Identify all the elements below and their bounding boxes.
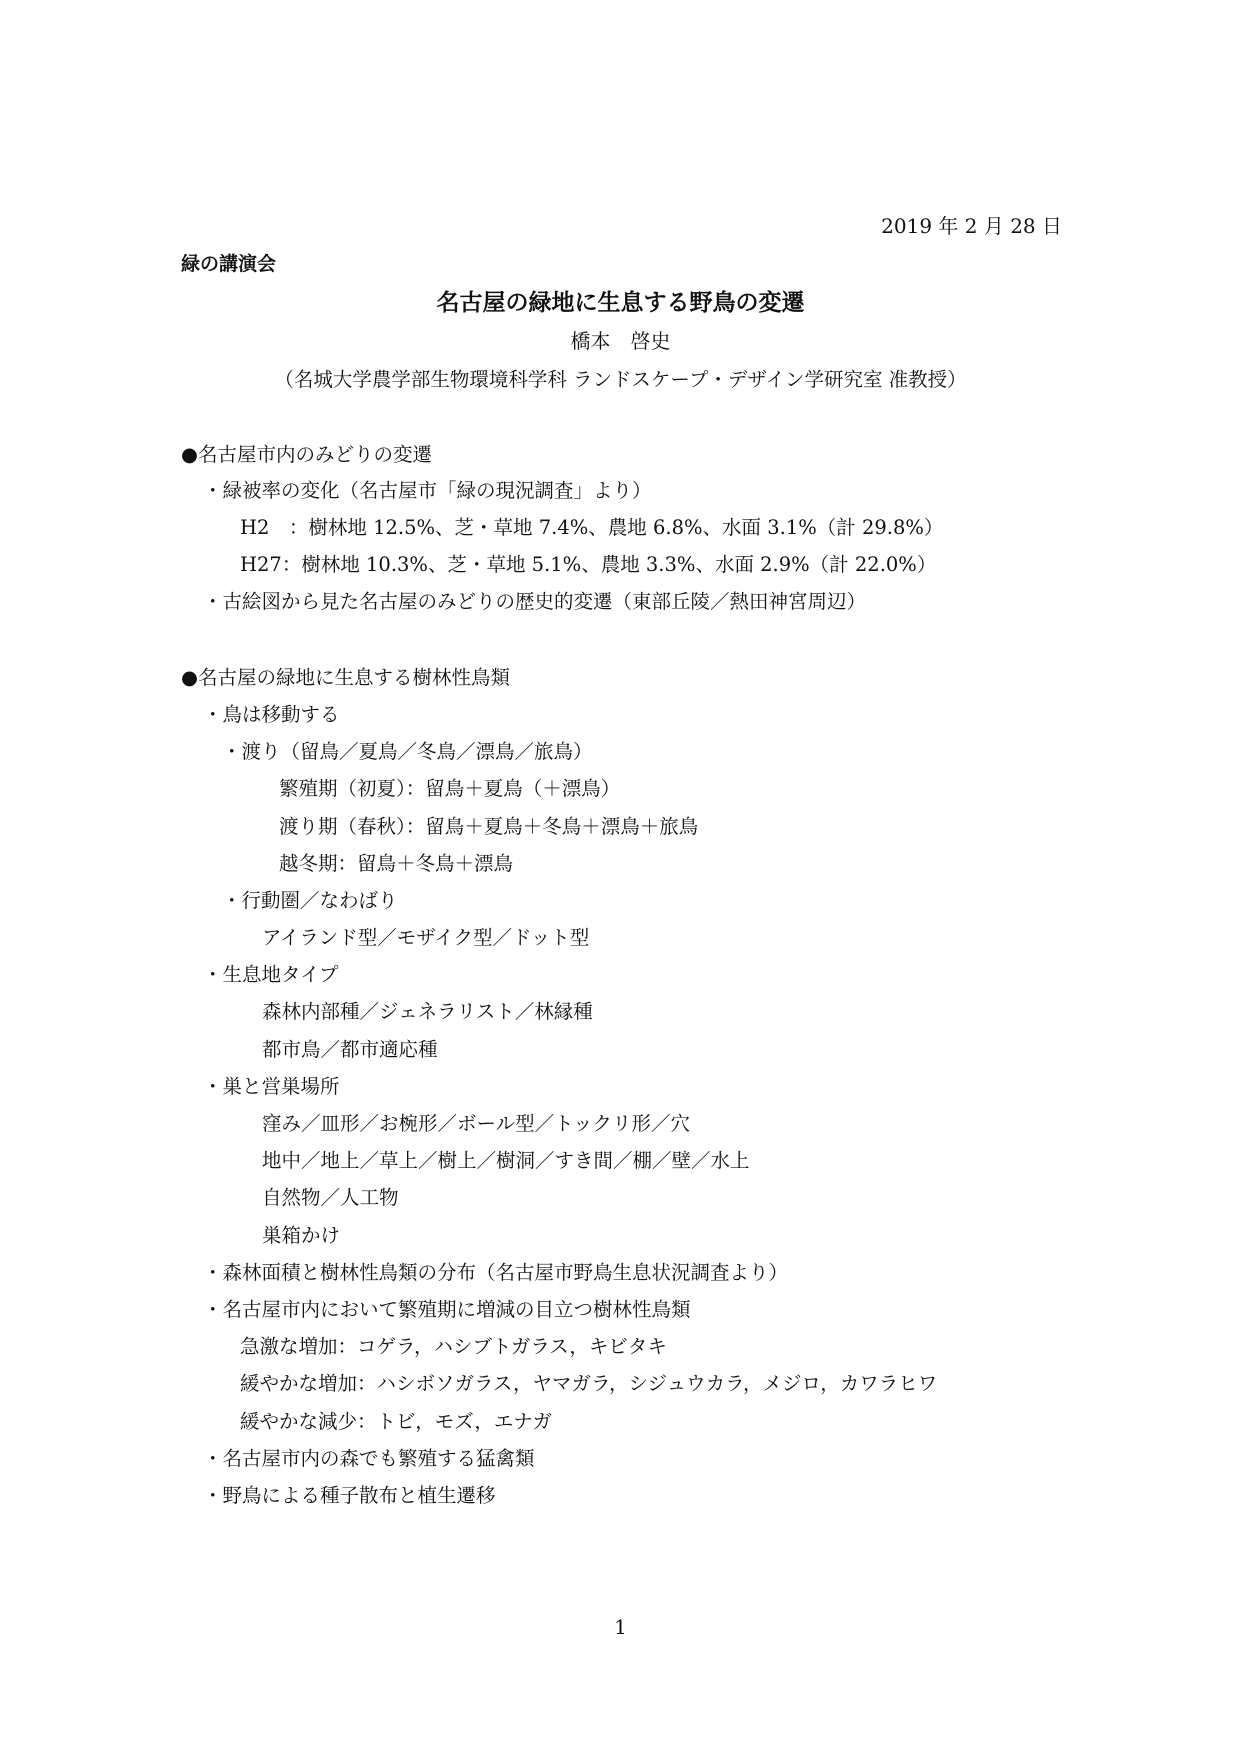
- list-item: ・森林面積と樹林性鳥類の分布（名古屋市野鳥生息状況調査より）: [203, 1261, 789, 1284]
- document-title: 名古屋の緑地に生息する野鳥の変遷: [436, 290, 805, 316]
- list-item: H2 ：樹林地 12.5%、芝・草地 7.4%、農地 6.8%、水面 3.1%（計 29.8%）: [240, 516, 944, 539]
- list-item: 緩やかな減少：トビ，モズ，エナガ: [240, 1410, 553, 1433]
- list-item: 巣箱かけ: [262, 1224, 341, 1247]
- event-name: 緑の講演会: [181, 253, 277, 275]
- list-item: 渡り期（春秋）：留鳥＋夏鳥＋冬鳥＋漂鳥＋旅鳥: [279, 815, 699, 838]
- list-item: ・名古屋市内において繁殖期に増減の目立つ樹林性鳥類: [203, 1298, 691, 1321]
- list-item: 緩やかな増加：ハシボソガラス，ヤマガラ，シジュウカラ，メジロ，カワラヒワ: [240, 1372, 938, 1395]
- list-item: 越冬期：留鳥＋冬鳥＋漂鳥: [279, 852, 514, 875]
- list-item: 都市鳥／都市適応種: [262, 1038, 438, 1061]
- list-item: ・行動圏／なわばり: [222, 889, 398, 912]
- section-heading-forest-birds: ●名古屋の緑地に生息する樹林性鳥類: [181, 666, 511, 689]
- author-affiliation: （名城大学農学部生物環境科学科 ランドスケープ・デザイン学研究室 准教授）: [274, 368, 967, 391]
- author-name: 橋本 啓史: [570, 329, 671, 353]
- page-number: 1: [614, 1615, 627, 1639]
- list-item: ・生息地タイプ: [203, 963, 339, 986]
- section-heading-greenery-change: ●名古屋市内のみどりの変遷: [181, 443, 433, 466]
- list-item: 自然物／人工物: [262, 1186, 399, 1209]
- list-item: ・鳥は移動する: [203, 703, 340, 726]
- list-item: 地中／地上／草上／樹上／樹洞／すき間／棚／壁／水上: [262, 1149, 750, 1172]
- list-item: 森林内部種／ジェネラリスト／林縁種: [262, 1000, 593, 1023]
- list-item: 繁殖期（初夏）：留鳥＋夏鳥（＋漂鳥）: [279, 777, 621, 800]
- list-item: 窪み／皿形／お椀形／ボール型／トックリ形／穴: [262, 1112, 691, 1135]
- list-item: 急激な増加：コゲラ，ハシブトガラス，キビタキ: [240, 1335, 667, 1358]
- list-item: ・名古屋市内の森でも繁殖する猛禽類: [203, 1447, 535, 1470]
- list-item: ・野鳥による種子散布と植生遷移: [203, 1484, 496, 1507]
- document-date: 2019 年 2 月 28 日: [881, 214, 1062, 238]
- list-item: H27：樹林地 10.3%、芝・草地 5.1%、農地 3.3%、水面 2.9%（計 22.0%）: [240, 553, 937, 576]
- list-item: アイランド型／モザイク型／ドット型: [262, 926, 590, 949]
- list-item: ・巣と営巣場所: [203, 1075, 340, 1098]
- list-item: ・緑被率の変化（名古屋市「緑の現況調査」より）: [203, 479, 652, 502]
- list-item: ・古絵図から見た名古屋のみどりの歴史的変遷（東部丘陵／熱田神宮周辺）: [203, 590, 867, 613]
- list-item: ・渡り（留鳥／夏鳥／冬鳥／漂鳥／旅鳥）: [222, 740, 593, 763]
